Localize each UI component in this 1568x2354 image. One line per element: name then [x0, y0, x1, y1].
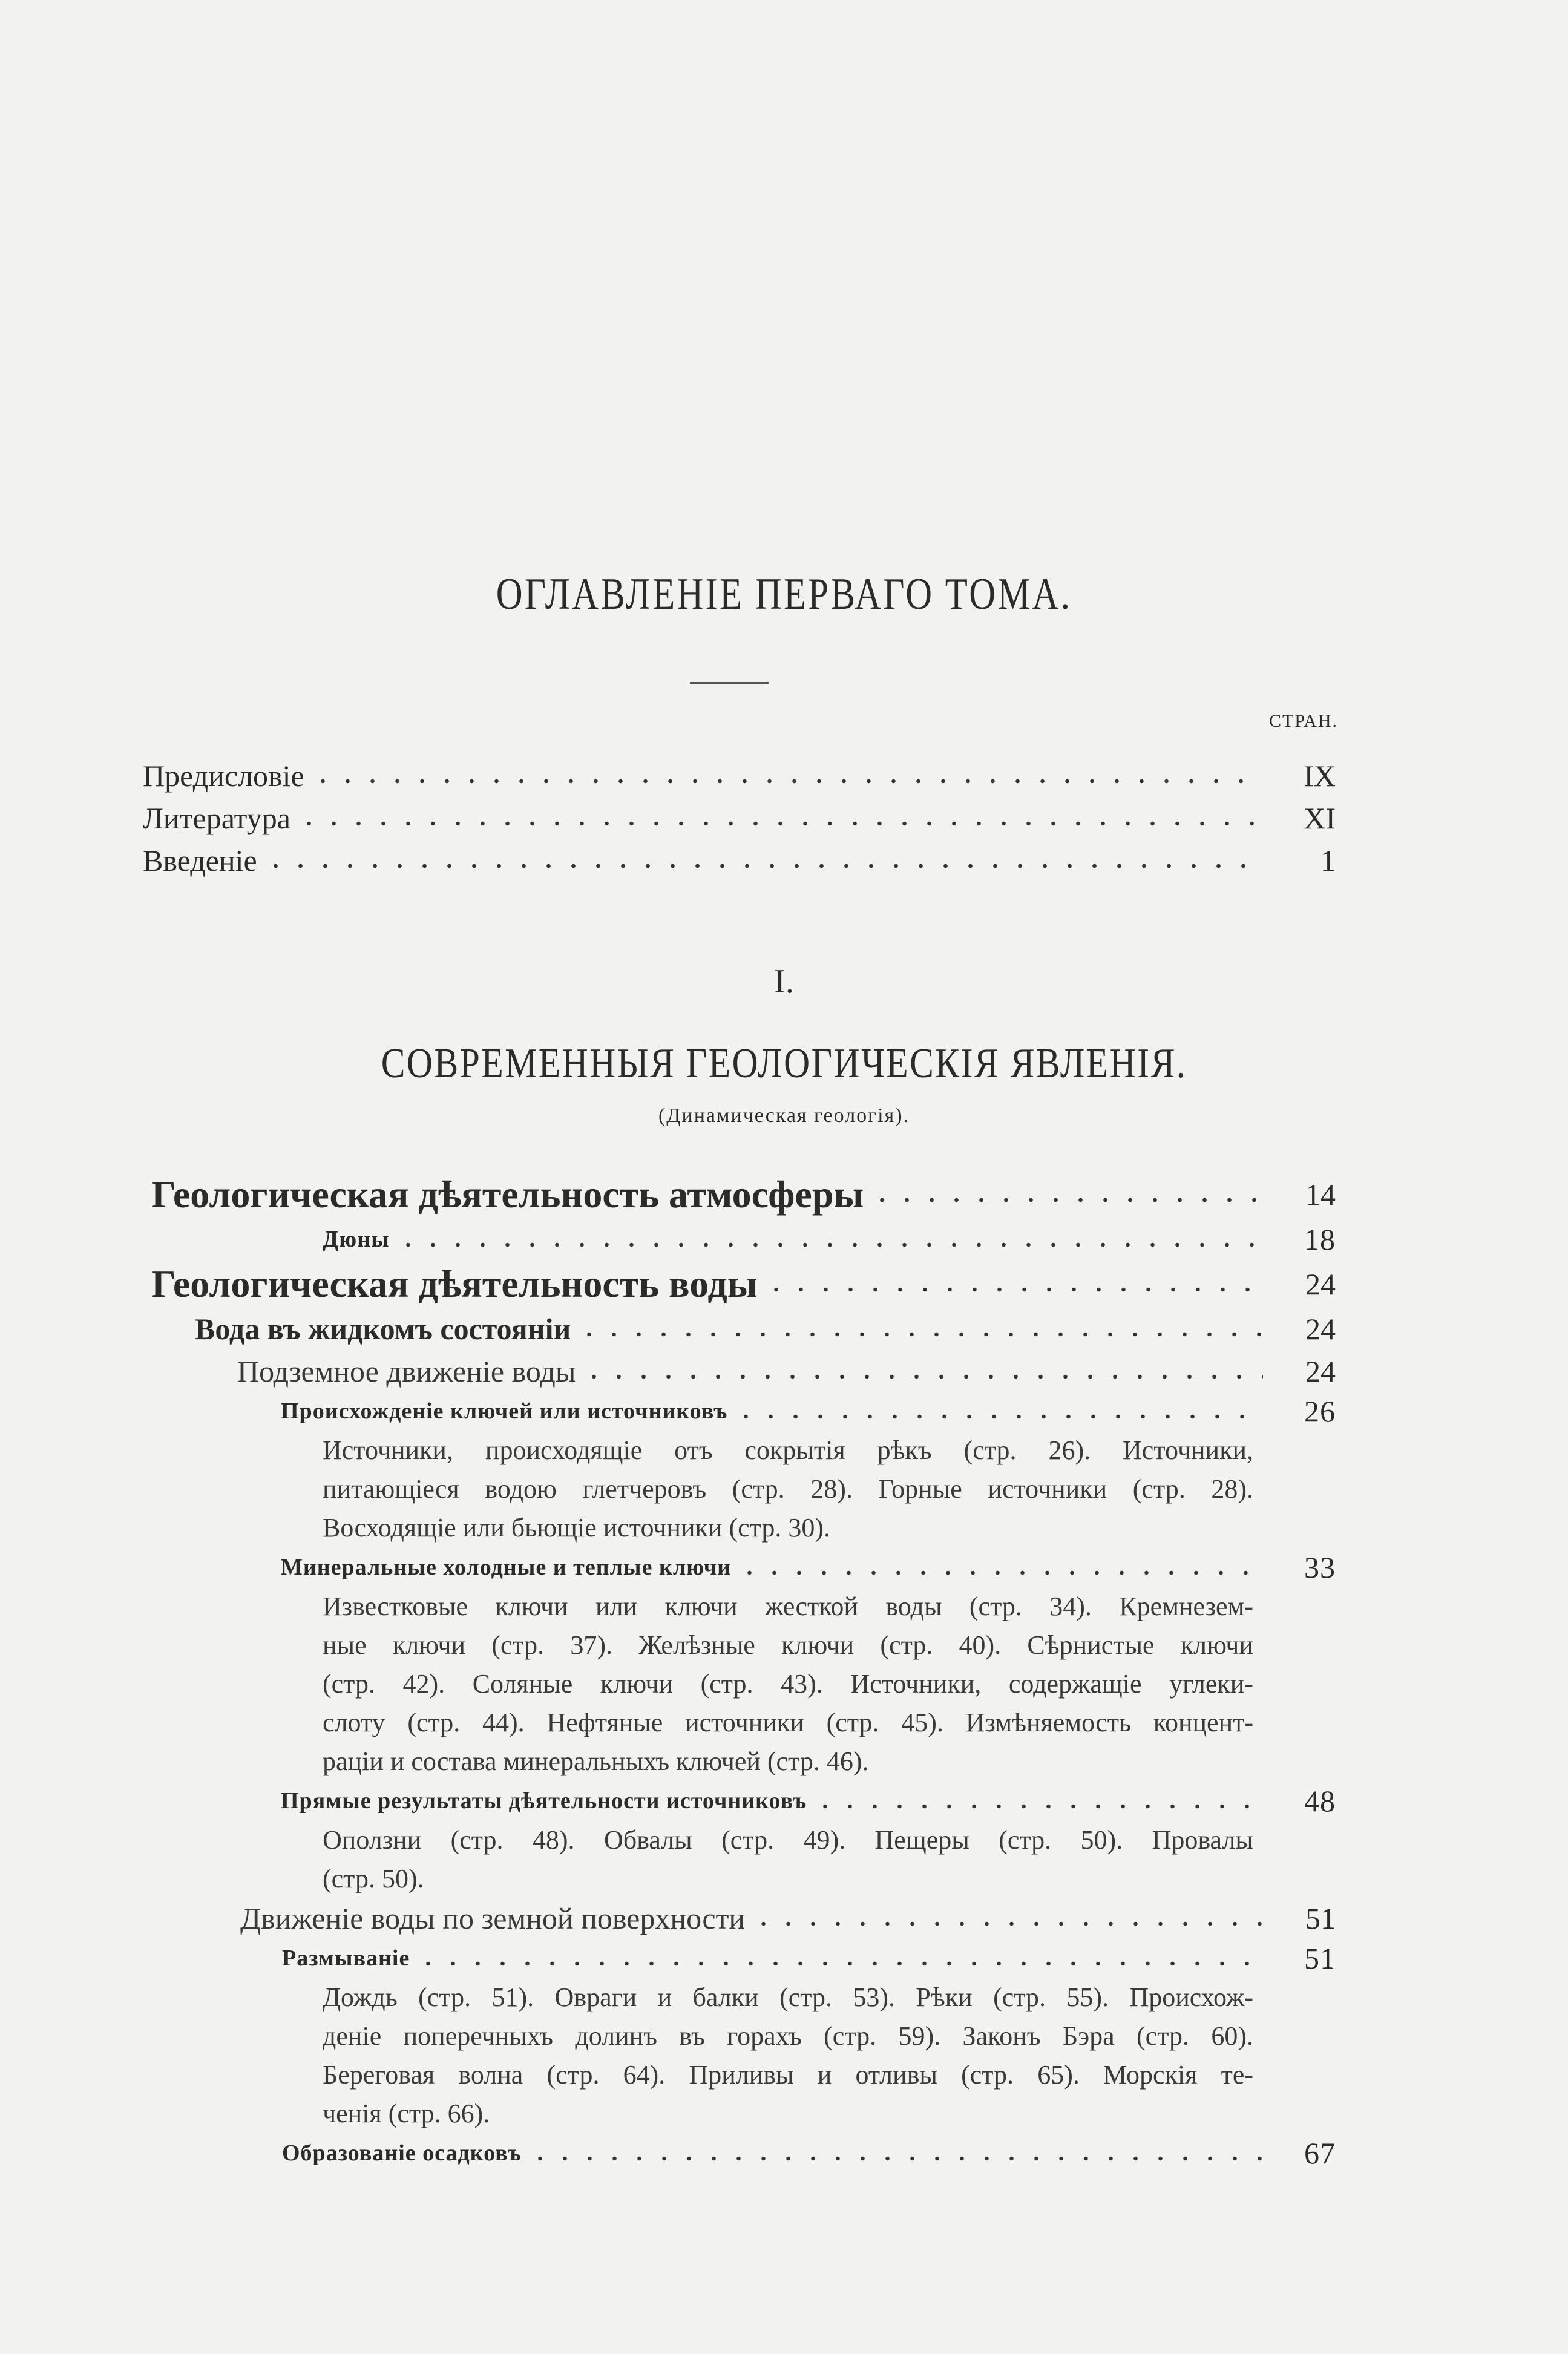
entry-label: Предисловіе [143, 759, 304, 793]
entry-label: Дюны [323, 1227, 390, 1252]
description-line: Дождь (стр. 51). Овраги и балки (стр. 53). Рѣки (стр. 55). Происхож- [323, 1982, 1253, 2012]
toc-list [0, 1172, 1336, 2173]
dot-leader [813, 1803, 1263, 1809]
entry-page: 1 [1320, 844, 1336, 877]
toc-title: ОГЛАВЛЕНІЕ ПЕРВАГО ТОМА. [496, 569, 1072, 619]
entry-label: Введеніе [143, 844, 257, 877]
description-line: Оползни (стр. 48). Обвалы (стр. 49). Пещеры (стр. 50). Провалы [323, 1825, 1253, 1855]
toc-entry[interactable] [240, 1898, 1336, 1938]
toc-entry[interactable] [281, 1547, 1336, 1587]
toc-entry[interactable] [195, 1307, 1336, 1351]
toc-title-wrap [0, 569, 1568, 620]
dot-leader [310, 778, 1263, 784]
entry-label: Геологическая дѣятельность атмосферы [151, 1173, 864, 1216]
entry-label: Движеніе воды по земной поверхности [240, 1901, 746, 1935]
dot-leader [737, 1570, 1263, 1576]
toc-entry[interactable] [281, 1391, 1336, 1431]
description-line: питающіеся водою глетчеровъ (стр. 28). Горные источники (стр. 28). [323, 1474, 1253, 1504]
dot-leader [751, 1921, 1263, 1927]
entry-page: 24 [1305, 1312, 1336, 1346]
toc-entry[interactable] [323, 1217, 1336, 1262]
dot-leader [297, 821, 1263, 827]
toc-entry[interactable] [282, 1938, 1336, 1978]
description-line: деніе поперечныхъ долинъ въ горахъ (стр. 59). Законъ Бэра (стр. 60). [323, 2021, 1253, 2051]
dot-leader [577, 1331, 1263, 1337]
entry-label: Размываніе [282, 1946, 410, 1971]
page-column-label: СТРАН. [1268, 711, 1338, 731]
dot-leader [582, 1374, 1263, 1380]
entry-page: 33 [1304, 1550, 1336, 1584]
entry-label: Литература [143, 801, 290, 835]
entry-page: 48 [1304, 1784, 1336, 1818]
entry-label: Происхожденіе ключей или источниковъ [281, 1398, 728, 1424]
description-line: слоту (стр. 44). Нефтяные источники (стр. 45). Измѣняемость концент- [323, 1708, 1253, 1737]
part-subtitle: (Динамическая геологія). [658, 1104, 910, 1127]
description-line: ные ключи (стр. 37). Желѣзные ключи (стр. 40). Сѣрнистые ключи [323, 1630, 1253, 1660]
toc-entry[interactable] [151, 1262, 1336, 1307]
part-title: СОВРЕМЕННЫЯ ГЕОЛОГИЧЕСКІЯ ЯВЛЕНІЯ. [381, 1040, 1187, 1087]
toc-entry[interactable] [237, 1351, 1336, 1391]
entry-page: 26 [1304, 1394, 1336, 1428]
toc-entry[interactable] [143, 839, 1336, 882]
description-line: раціи и состава минеральныхъ ключей (стр. 46). [323, 1746, 869, 1776]
description-line: (стр. 50). [323, 1864, 424, 1893]
entry-page: XI [1304, 801, 1336, 835]
entry-description [323, 1587, 1253, 1781]
entry-page: 24 [1305, 1267, 1336, 1301]
entry-page: 51 [1304, 1941, 1336, 1975]
entry-page: 14 [1305, 1178, 1336, 1211]
dot-leader [764, 1287, 1263, 1293]
dot-leader [528, 2156, 1263, 2162]
part-title-wrap [0, 1040, 1568, 1088]
toc-entry[interactable] [143, 797, 1336, 839]
entry-label: Образованіе осадковъ [282, 2140, 522, 2166]
description-line: Восходящіе или бьющіе источники (стр. 30). [323, 1513, 831, 1543]
entry-page: 18 [1304, 1222, 1336, 1256]
description-line: Береговая волна (стр. 64). Приливы и отливы (стр. 65). Морскія те- [323, 2060, 1253, 2090]
description-line: ченія (стр. 66). [323, 2099, 490, 2128]
description-line: (стр. 42). Соляные ключи (стр. 43). Источники, содержащіе углеки- [323, 1669, 1253, 1699]
entry-label: Геологическая дѣятельность воды [151, 1262, 758, 1305]
part-number: I. [774, 963, 794, 1000]
description-line: Известковые ключи или ключи жесткой воды (стр. 34). Кремнезем- [323, 1592, 1253, 1621]
dot-leader [870, 1197, 1263, 1203]
entry-description [323, 1821, 1253, 1898]
entry-label: Подземное движеніе воды [237, 1354, 576, 1388]
dot-leader [416, 1961, 1263, 1967]
entry-page: IX [1304, 759, 1336, 793]
entry-description [323, 1978, 1253, 2133]
dot-leader [396, 1242, 1263, 1248]
entry-label: Минеральные холодные и теплые ключи [281, 1555, 732, 1580]
entry-label: Прямые результаты дѣятельности источниковъ [281, 1788, 807, 1814]
toc-entry[interactable] [281, 1781, 1336, 1821]
dot-leader [733, 1414, 1263, 1420]
front-matter-list [143, 755, 1336, 882]
dot-leader [263, 863, 1263, 869]
entry-label: Вода въ жидкомъ состояніи [195, 1312, 571, 1346]
toc-entry[interactable] [282, 2133, 1336, 2173]
entry-page: 67 [1304, 2136, 1336, 2170]
entry-page: 51 [1305, 1901, 1336, 1935]
toc-entry[interactable] [143, 755, 1336, 797]
toc-entry[interactable] [151, 1172, 1336, 1217]
description-line: Источники, происходящіе отъ сокрытія рѣкъ (стр. 26). Источники, [323, 1435, 1253, 1465]
entry-description [323, 1431, 1253, 1547]
entry-page: 24 [1305, 1354, 1336, 1388]
divider [690, 682, 769, 684]
